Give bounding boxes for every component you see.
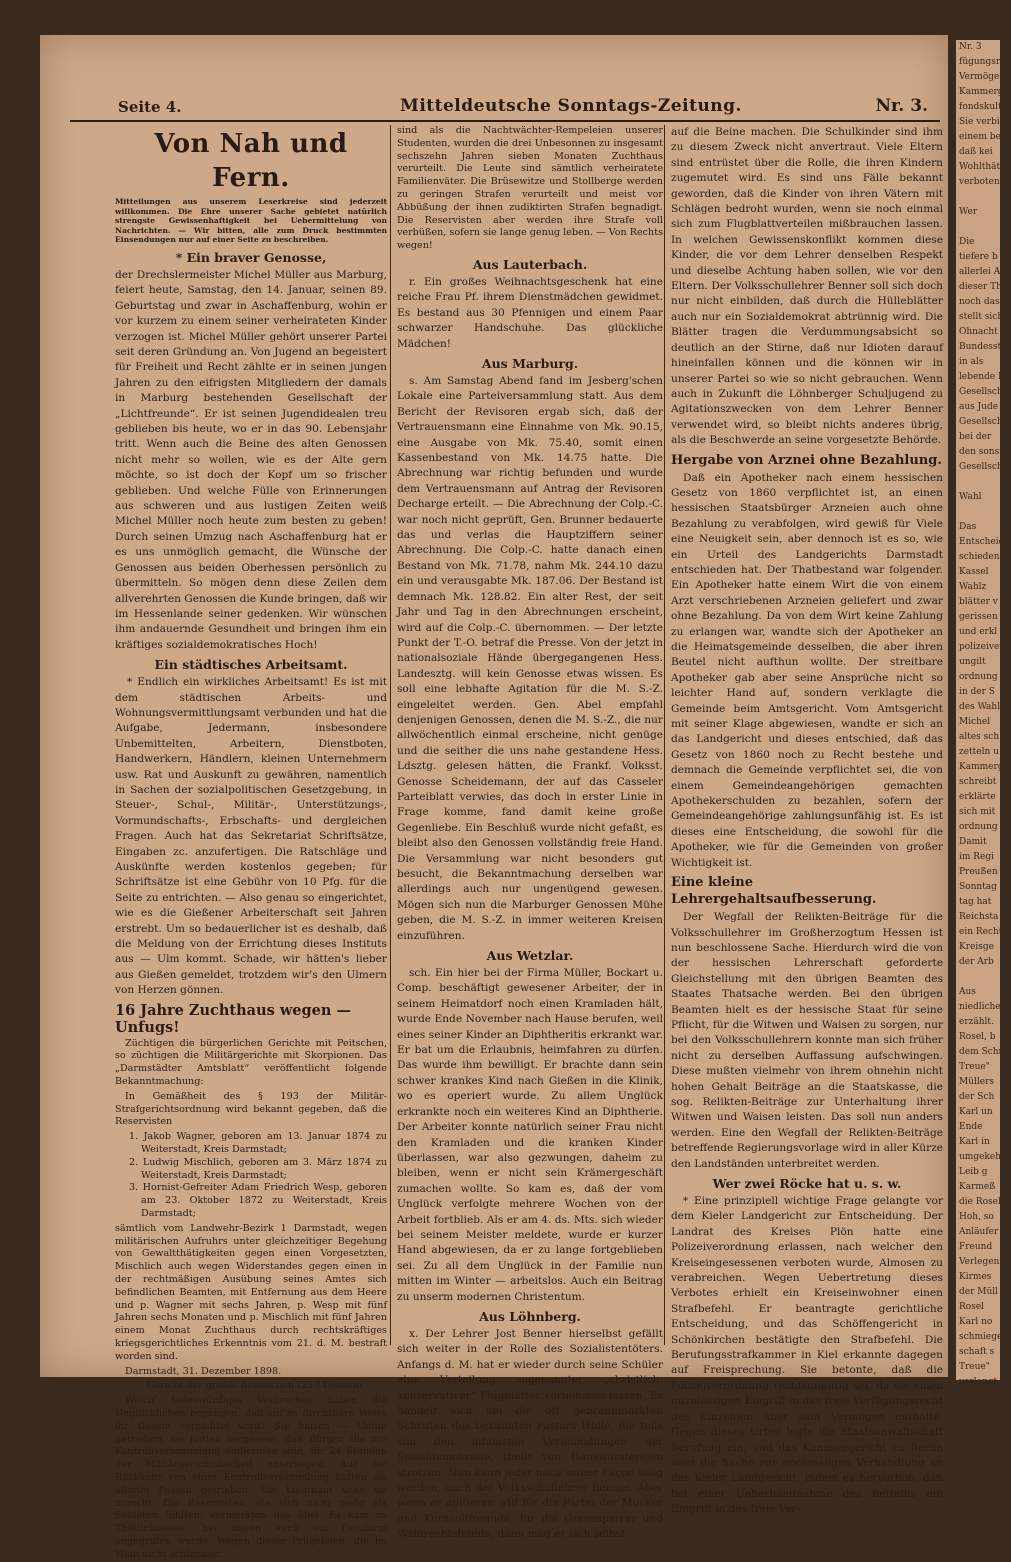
sliver-line: Gesellsch [959,387,1003,397]
article-title-braver-genosse: * Ein braver Genosse, [175,249,327,265]
sliver-line: Leib g [959,1167,988,1177]
list-item: 1. Jakob Wagner, geboren am 13. Januar 1874 zu Weiterstadt, Kreis Darmstadt; [129,1131,387,1156]
article-body-braver-genosse: der Drechslermeister Michel Müller aus Marburg, feiert heute, Samstag, den 14. Januar, seinen 89. Geburtstag und zwar in Aschaffenburg, wohin er vor kurzem zu einem seiner verheirateten Kinder verzogen ist. Michel Müller gehört unserer Partei seit deren Gründung an. Von Jugend an begeistert für Freiheit und Recht zählte er in seinen jungen Jahren zu den eifrigsten Mitgliedern der damals in Marburg bestehenden Gesellschaft der „Lichtfreunde“. Er ist seinen Jugendidealen treu geblieben bis heute, wo er in das 90. Lebensjahr tritt. Wenn auch die Beine des alten Genossen nicht mehr so wollen, wie es der Alte gern möchte, so ist doch der Kopf um so frischer geblieben. Und welche Fülle von Erinnerungen aus schweren und aus lustigen Zeiten weiß Michel Müller noch heute zum besten zu geben! Durch seinen Umzug nach Aschaffenburg hat er es uns unmöglich gemacht, die Wünsche der Genossen aus beiden Oberhessen persönlich zu übermitteln. So mögen denn diese Zeilen dem allverehrten Genossen die Kunde bringen, daß wir im Hessenlande seiner gedenken. Wir wünschen ihm andauernde Gesundheit und bringen ihm ein kräftiges sozialdemokratisches Hoch! [115,268,387,651]
article-title-zuchthaus: 16 Jahre Zuchthaus wegen — Unfugs! [115,1001,351,1036]
sliver-line: Kassel [959,567,989,577]
sliver-line: Kirmes [959,1272,992,1282]
sliver-line: Bundesst [959,342,1002,352]
sliver-line: Treue" [959,1362,990,1372]
sliver-line: Gesellsch [959,417,1003,427]
sliver-line: gerissen d [959,612,1007,622]
sliver-line [959,505,1000,520]
sliver-line: Nr. 3 [959,42,982,52]
sliver-line: zetteln u [959,747,999,757]
sliver-line: erzählt. [959,1017,994,1027]
sliver-line: schreibt [959,777,997,787]
sliver-line: Anläufer [959,1227,999,1237]
article-title-arznei: Hergabe von Arznei ohne Bezahlung. [671,452,942,468]
sliver-line: daß kei [959,147,993,157]
sliver-line: des Wahl [959,702,1001,712]
article-body-lauterbach: r. Ein großes Weihnachtsgeschenk hat eine reiche Frau Pf. ihrem Dienstmädchen gewidmet. Es bestand aus 30 Pfennigen und einem Paar schwarzer Handschuhe. Das glückliche Mädchen! [397,275,663,350]
article-title-wetzlar: Aus Wetzlar. [486,948,574,964]
sliver-line: fügungsrec [959,57,1011,67]
sliver-line: in der S [959,687,995,697]
sliver-line: und erkl [959,627,998,637]
sliver-line: Aus [959,987,976,997]
article-court: Gericht der großh. hessischen (25.) Division. [146,1380,366,1392]
sliver-line: Freund [959,1242,993,1252]
sliver-line: altes sch [959,732,1000,742]
adjacent-page-edge [956,40,1011,1402]
article-title-zwei-roecke: Wer zwei Röcke hat u. s. w. [712,1176,902,1191]
sliver-line: schmiege [959,1332,1003,1342]
sliver-line: den sonst [959,447,1003,457]
sliver-line: Damit [959,837,987,847]
sliver-line [959,190,1000,205]
sliver-line: blätter v [959,597,998,607]
sliver-line: im Regi [959,852,995,862]
sliver-line [959,220,1000,235]
sliver-line: einem be [959,132,1001,142]
section-rubric: Von Nah und Fern. [154,129,348,193]
sliver-line: Ohnacht [959,327,998,337]
article-title-lauterbach: Aus Lauterbach. [472,256,588,272]
sliver-line: Kreisge [959,942,994,952]
sliver-line: Das [959,522,977,532]
sliver-line: Ende [959,1122,983,1132]
newspaper-title: Mitteldeutsche Sonntags-Zeitung. [400,96,742,116]
article-title-lehrergehalt: Eine kleine Lehrergehaltsaufbesserung. [671,875,877,908]
article-decree: In Gemäßheit des § 193 der Militär-Strafgerichtsordnung wird bekannt gegeben, daß die Reservisten [115,1090,387,1128]
list-item: 2. Ludwig Mischlich, geboren am 3. März 1874 zu Weiterstadt, Kreis Darmstadt; [129,1156,387,1181]
sliver-line: fondskult [959,102,1002,112]
sliver-line: die Rosel [959,1197,1001,1207]
issue-number: Nr. 3. [875,96,928,116]
article-body-arznei: Daß ein Apotheker nach einem hessischen Gesetz von 1860 verpflichtet ist, an einen hessischen Staatsbürger Arzneien auch ohne Bezahlung zu verabfolgen, wird gewiß für Viele eine Neuigkeit sein, aber dennoch ist es so, wie ein Urteil des Landgerichts Darmstadt entschieden hat. Der Thatbestand war folgender. Ein Apotheker hatte einem Wirt die von einem Arzt verschriebenen Arzneien geliefert und zwar ohne Bezahlung. Da von dem Wirt keine Zahlung zu erlangen war, wandte sich der Apotheker an die Heimatsgemeinde desselben, die aber ihren Beutel nicht aufthun wollte. Der streitbare Apotheker gab aber seine Ansprüche nicht so leichter Hand auf, sondern verklagte die Gemeinde beim Amtsgericht. Vom Amtsgericht mit seiner Klage abgewiesen, wandte er sich an das Landgericht und dieses entschied, daß das Gesetz von 1860 noch zu Recht bestehe und demnach die Gemeinde verpflichtet sei, die von einem Gemeindeangehörigen gemachten Apothekerschulden zu bezahlen, sofern der Gemeindeangehörige zahlungsunfähig ist. Es ist dieses eine Entscheidung, die sowohl für die Apotheker, wie für die Gemeinden von großer Wichtigkeit ist. [671,471,943,869]
sliver-line: Verlegen [959,1257,1000,1267]
sliver-line: Gesellsch [959,462,1003,472]
sliver-line: Sonntag [959,882,997,892]
article-body-zwei-roecke: * Eine prinzipiell wichtige Frage gelangte vor dem Kieler Landgericht zur Entscheidung. Der Landrat des Kreises Plön hatte eine Polizeiverordnung erlassen, nach welcher den Kreiseingesessenen verboten wurde, Almosen zu verabreichen. Wegen Uebertretung dieses Verbotes erhielt ein Kreiseinwohner einen Strafbefehl. Er beantragte gerichtliche Entscheidung, und das Schöffengericht in Schönkirchen bestätigte den Strafbefehl. Die Berufungsstrafkammer in Kiel erkannte dagegen auf Freisprechung. Sie betonte, daß die Polizeiverordnung rechtsungiltig sei, da sie einen unzulässigen Eingriff in das freie Verfügungsrecht des Einzelnen über sein Vermögen enthalte. Gegen dieses Urteil legte die Staatsanwaltschaft Berufung ein, und das Kammergericht zu Berlin wies die Sache zur nochmaligen Verhandlung an das Kieler Landgericht, indem es hervorhob, daß bei einer Ueberhandnahme des Bettelns ein Eingriff in das freie Ver- [671,1195,943,1516]
sliver-line: der Arb [959,957,994,967]
sliver-line: Wahl [959,492,982,502]
sliver-line: Vermögen [959,72,1006,82]
article-intro-zuchthaus: Züchtigen die bürgerlichen Gerichte mit Peitschen, so züchtigen die Militärgerichte mit Skorpionen. Das „Darmstädter Amtsblatt“ veröffentlicht folgende Bekanntmachung: [115,1037,387,1088]
sliver-line: in als [959,357,984,367]
editorial-note: Mitteilungen aus unserem Leserkreise sind jederzeit willkommen. Die Ehre unserer Sache gebietet natürlich strengste Gewissenhaftigkeit bei Uebermittelung von Nachrichten. — Wir bitten, alle zum Druck bestimmten Einsendungen nur auf einer Seite zu beschreiben. [115,197,387,245]
article-body-marburg: s. Am Samstag Abend fand im Jesberg'schen Lokale eine Parteiversammlung statt. Aus dem Bericht der Revisoren ergab sich, daß der Vertrauensmann eine Einnahme von Mk. 90.15, eine Ausgabe von Mk. 75.40, somit einen Kassenbestand von Mk. 14.75 hatte. Die Abrechnung war richtig befunden und wurde dem Vertrauensmann auf Antrag der Revisoren Decharge erteilt. — Die Abrechnung der Colp.-C. war noch nicht geprüft, Gen. Brunner bedauerte das und verlas die Hauptziffern seiner Abrechnung. Die Colp.-C. hatte danach einen Bestand von Mk. 71.78, nahm Mk. 244.10 dazu ein und verausgabte Mk. 187.06. Der Bestand ist demnach Mk. 128.82. Ein alter Rest, der seit Jahr und Tag in den Abrechnungen erscheint, wird auf die Colp.-C. übernommen. — Der letzte Punkt der T.-O. betraf die Presse. Von der jetzt in nationalsoziale Hände übergegangenen Hess. Landesztg. will kein Genosse etwas wissen. Es soll eine lebhafte Agitation für die M. S.-Z. eingeleitet werden. Gen. Abel empfahl denjenigen Genossen, denen die M. S.-Z., die nur allwöchentlich einmal erscheine, nicht genüge und die seither die uns nahe gestandene Hess. Ldsztg. gelesen hätten, die Frankf. Volksst. Genosse Scheidemann, der auf das Casseler Parteiblatt verwies, das doch in erster Linie in Frage komme, fand damit keine große Gegenliebe. Ein Beschluß wurde nicht gefaßt, es bleibt also den Genossen vollständig freie Hand. Die Versammlung war nicht besonders gut besucht, die Bekanntmachung derselben war allerdings auch nur ungenügend gewesen. Mögen sich nun die Marburger Genossen Mühe geben, die M. S.-Z. in immer weiteren Kreisen einzuführen. [397,375,663,942]
sliver-line: Sie verbi [959,117,1000,127]
list-item: 3. Hornist-Gefreiter Adam Friedrich Wesp, geboren am 23. Oktober 1872 zu Weiterstadt, Kreis Darmstadt; [129,1182,387,1220]
article-title-arbeitsamt: Ein städtisches Arbeitsamt. [154,657,348,673]
page-number: Seite 4. [118,98,182,116]
sliver-line: Rosel, b [959,1032,996,1042]
sliver-line: Rosel [959,1302,985,1312]
sliver-line: Preußen [959,867,998,877]
sliver-line: lebende B [959,372,1005,382]
sliver-line: Kammerg [959,87,1004,97]
sliver-line: ordnung [959,672,998,682]
sliver-line: Entscheid [959,537,1005,547]
sliver-line: ordnung [959,822,998,832]
sliver-line: Michel [959,717,991,727]
sliver-line: Karl in [959,1137,990,1147]
sliver-line: dieser Th [959,282,1002,292]
article-body-lehrergehalt: Der Wegfall der Relikten-Beiträge für die Volksschullehrer im Großherzogtum Hessen ist nun beschlossene Sache. Hierdurch wird die von der hessischen Lehrerschaft geforderte Gleichstellung mit den übrigen Beamten des Staates Thatsache werden. Bei den übrigen Beamten hielt es der hessische Staat für seine Pflicht, für die Witwen und Waisen zu sorgen, nur bei den Volksschullehrern konnte man sich früher nicht zu derselben Auffassung aufschwingen. Diese mußten vielmehr von ihrem ohnehin nicht hohen Gehalt Beiträge an die Staatskasse, die sog. Relikten-Beiträge zur Unterhaltung ihrer Witwen und Waisen leisten. Das soll nun anders werden. Eine den Wegfall der Relikten-Beiträge betreffende Regierungsvorlage wird in aller Kürze den Landständen unterbreitet werden. [671,911,943,1170]
sliver-line: Wer [959,207,978,217]
sliver-line: Reichsta [959,912,999,922]
reservist-list [129,1131,387,1221]
sliver-line: sich mit [959,807,996,817]
sliver-line: allerlei A [959,267,1001,277]
article-title-marburg: Aus Marburg. [481,356,579,371]
sliver-line: Karl un [959,1107,993,1117]
article-continuation: sind als die Nachtwächter-Rempeleien unserer Studenten, wurden die drei Unbesonnen zu insgesamt sechszehn Jahren sieben Monaten Zuchthaus verurteilt. Die Leute sind sämtlich verheiratete Familienväter. Die Brüsewitze und Stollberge werden zu geringen Strafen verurteilt und meist vor Abbüßung der ihnen zudiktirten Strafen begnadigt. Die Reservisten aber werden ihre Strafe voll verbüßen, sofern sie lange genug leben. — Von Rechts wegen! [397,125,663,252]
sliver-line: erklärte [959,792,996,802]
sliver-line: verlangt [959,1377,998,1387]
sliver-line: bei der [959,432,992,442]
sliver-line: Die [959,237,975,247]
sliver-line: Wahlz [959,582,987,592]
sliver-line: ungilt [959,657,986,667]
sliver-line: aus Jude [959,402,999,412]
article-continuation: auf die Beine machen. Die Schulkinder sind ihm zu diesem Zweck nicht anvertraut. Viele Eltern sind entrüstet über die Rolle, die ihren Kindern zugemutet wird. Es sind uns Fälle bekannt geworden, daß die Kinder von ihren Vätern mit Schlägen bedroht wurden, wenn sie noch einmal sich zum Flugblattverteilen mißbrauchen lassen. In welchen Gewissenskonflikt kommen diese Kinder, die vor dem Lehrer denselben Respekt und dieselbe Achtung haben sollen, wie vor den Eltern. Der Volksschullehrer Benner soll sich doch nur nicht einbilden, daß durch die Hülleblätter auch nur ein Sozialdemokrat abtrünnig wird. Die Blätter tragen die Verdummungsabsicht so deutlich an der Stirne, daß nur Idioten darauf hineinfallen können und die können wir in unserer Partei so wie so nicht gebrauchen. Wenn auch in Zukunft die Löhnberger Schuljugend zu Agitationszwecken von dem Lehrer Benner verwendet wird, so bleibt nichts anderes übrig, als die Beschwerde an seine vorgesetzte Behörde. [671,126,943,447]
sliver-line: Freund [959,1392,993,1402]
sliver-line: Karmeß [959,1182,996,1192]
sliver-line: ein Recht [959,927,1003,937]
sliver-line: tiefere b [959,252,998,262]
sliver-line: Treue" [959,1062,990,1072]
sliver-line: Müllers [959,1077,995,1087]
sliver-line [959,970,1000,985]
sliver-line: umgekeh [959,1152,1001,1162]
sliver-line: der Müll [959,1287,999,1297]
article-comment: Welch' todeswürdiges Verbrechen haben die Unglücklichen begangen, daß auf so furchtbare Weise ihr Dasein vernichtet wird? Sie hatten — Unfug getrieben, sie hatten vergessen, daß Bürger, die zur Kontrollversammlung einberufen sind, für 24 Stunden der Militärgerichtsbarkeit unterliegen. Auf der Rückkehr von einer Kontrollversammlung hatten sie allerlei Possen getrieben. Ein Lieutnant wies sie zurecht. Die Reservisten, die sich nicht mehr als Soldaten fühlten, vermerkten das übel. Es kam zu Thätlichkeiten, bei denen auch ein Gendarm angegriffen wurde. Wegen dieser Prügeleien, die im Wein nicht schlimmer [115,1395,387,1560]
article-body-wetzlar: sch. Ein hier bei der Firma Müller, Bockart u. Comp. beschäftigt gewesener Arbeiter, der in seinem Heimatdorf noch einen Kramladen hält, wurde Ende November nach Hause berufen, weil eines seiner Kinder an Diphtheritis erkrankt war. Er bat um die Erlaubnis, heimfahren zu dürfen. Das wurde ihm bewilligt. Er brachte dann sein schwer krankes Kind nach Gießen in die Klinik, wo es operiert wurde. Zu allem Unglück erkrankte noch ein weiteres Kind an Diphtherie. Der Arbeiter konnte natürlich seiner Frau nicht den Kramladen und die kranken Kinder überlassen, war also gezwungen, daheim zu bleiben, wenn er nicht sein Krämergeschäft zumachen wollte. So kam es, daß der vom Unglück verfolgte mehrere Wochen von der Arbeit fortblieb. Als er am 4. ds. Mts. sich wieder bei seinem Meister meldete, wurde er kurzer Hand abgewiesen, da er zu lange fortgeblieben sei. Zu all dem Unglück in der Familie nun mitten im Winter — arbeitslos. Auch ein Beitrag zu unserm modernen Christentum. [397,967,663,1303]
sliver-line: stellt sich [959,312,1004,322]
column-3 [664,125,943,1516]
sliver-line: verboten [959,177,1000,187]
sliver-line: niedliche [959,1002,1001,1012]
sliver-line: tag hat [959,897,992,907]
sliver-line: Wohlthät [959,162,1001,172]
page-header [70,92,940,122]
sliver-line: noch das [959,297,1000,307]
sliver-line: schaft s [959,1347,995,1357]
article-title-loehnberg: Aus Löhnberg. [479,1308,581,1324]
sliver-line: polizeiver [959,642,1004,652]
sliver-line: der Sch [959,1092,995,1102]
column-1 [115,125,387,1560]
sliver-line [959,475,1000,490]
sliver-line: Karl no [959,1317,993,1327]
sliver-line: Hoh, so [959,1212,994,1222]
article-verdict: sämtlich vom Landwehr-Bezirk 1 Darmstadt, wegen militärischen Aufruhrs unter gleichzeitiger Begehung von Gewaltthätigkeiten gegen einen Vorgesetzten, Mischlich auch wegen Widerstandes gegen einen in der rechtmäßigen Ausübung seines Amtes sich befindlichen Beamten, mit Entfernung aus dem Heere und p. Wagner mit sechs Jahren, p. Wesp mit fünf Jahren sechs Monaten und p. Mischlich mit fünf Jahren einem Monat Zuchthaus durch rechtskräftiges kriegsgerichtliches Erkenntnis vom 21. d. M. bestraft worden sind. [115,1222,387,1362]
column-2 [390,125,663,1541]
article-body-arbeitsamt: * Endlich ein wirkliches Arbeitsamt! Es ist mit dem städtischen Arbeits- und Wohnungsvermittlungsamt verbunden und hat die Aufgabe, Jedermann, insbesondere Unbemittelten, Arbeitern, Dienstboten, Handwerkern, Händlern, kleinen Unternehmern usw. Rat und Auskunft zu gewähren, namentlich in Sachen der sozialpolitischen Gesetzgebung, in Steuer-, Schul-, Militär-, Unterstützungs-, Vormundschafts-, Erbschafts- und dergleichen Fragen. Auch hat das Sekretariat Schriftsätze, Eingaben zc. anzufertigen. Die Ratschläge und Auskünfte werden kostenlos gegeben; für Schriftsätze ist eine Gebühr von 10 Pfg. für die Seite zu entrichten. — Also genau so eingerichtet, wie es die Gießener Arbeiterschaft seit Jahren erstrebt. Um so bedauerlicher ist es deshalb, daß die Meldung von der Errichtung dieses Instituts aus — Ulm kommt. Schade, wir hätten's lieber aus Gießen gemeldet, trotzdem wir's den Ulmern von Herzen gönnen. [115,676,387,997]
sliver-line: schiedene [959,552,1005,562]
sliver-line: dem Schm [959,1047,1008,1057]
article-place-date: Darmstadt, 31. Dezember 1898. [125,1365,282,1377]
sliver-line: Kammerg [959,762,1004,772]
article-body-loehnberg: x. Der Lehrer Jost Benner hierselbst gefällt sich weiter in der Rolle des Sozialistentöters. Anfangs d. M. hat er wieder durch seine Schüler eine Verteilung sogenannter „christlich-konservativer“ Flugblätter vornehmen lassen. Es handelt sich um die oft gebrannmarkten Schriften des bekannten Pastors Hülle, die teils von den infamsten Verleumdungen der Sozialdemokratie, theils von Hanswurstereien strotzen. Nun kann jeder nach seiner Façon selig werden, auch der Volksschullehrer Benner. Aber wenn er agitieren will für die Partei der Mucker und Kornzollfreunde, für die Grenzsperrer und Wahlrechtsfeinde, dann mag er sich selbst [397,1327,663,1541]
